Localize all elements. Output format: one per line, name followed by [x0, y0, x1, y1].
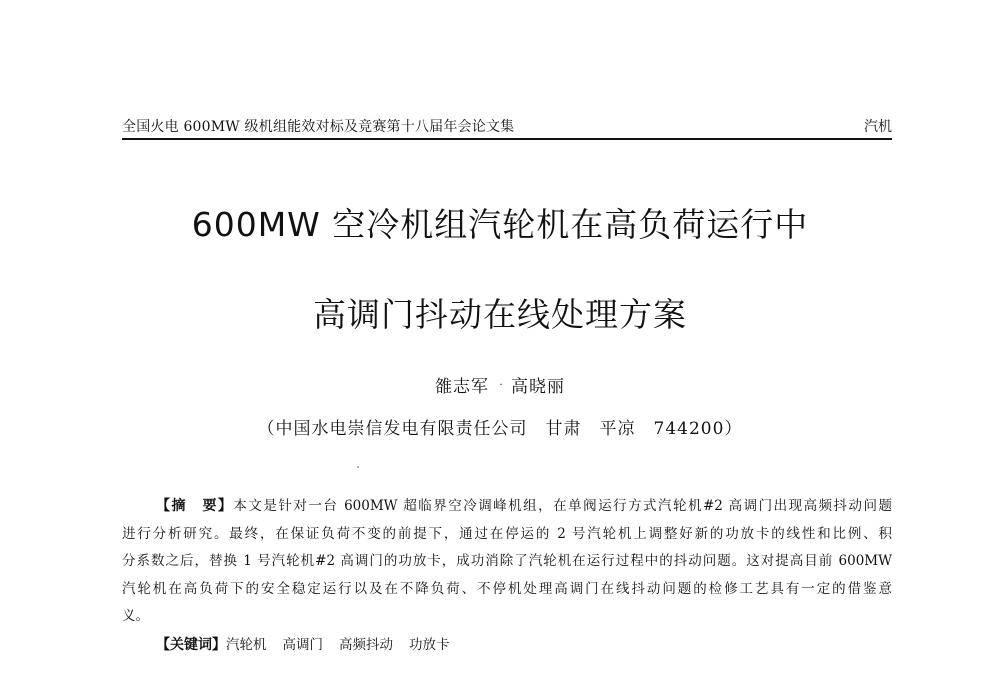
- abstract: [122, 493, 892, 631]
- paper-title-line-2: 高调门抖动在线处理方案: [313, 295, 687, 334]
- abstract-text: 本文是针对一台 600MW 超临界空冷调峰机组，在单阀运行方式汽轮机#2 高调门出现高频抖动问题: [233, 498, 892, 514]
- abstract-line: 汽轮机在高负荷下的安全稳定运行以及在不降负荷、不停机处理高调门在线抖动问题的检修工艺具有一定的借鉴意: [122, 580, 892, 597]
- abstract-line: 分系数之后，替换 1 号汽轮机#2 高调门的功放卡，成功消除了汽轮机在运行过程中的抖动问题。这对提高目前 600MW: [122, 553, 892, 569]
- abstract-tag: 【摘 要】: [156, 498, 234, 514]
- keyword: 高频抖动: [339, 637, 393, 653]
- abstract-line: 义。: [122, 608, 149, 624]
- author-name: 雒志军: [435, 377, 489, 397]
- header-bar: [122, 116, 892, 138]
- keyword: 高调门: [282, 637, 323, 653]
- authors: [0, 372, 1000, 397]
- keyword: 功放卡: [409, 637, 450, 653]
- keywords-tag: 【关键词】: [156, 637, 226, 653]
- abstract-line: [122, 493, 892, 521]
- affiliation: （中国水电崇信发电有限责任公司 甘肃 平凉 744200）: [257, 419, 743, 439]
- collection-title: 全国火电 600MW 级机组能效对标及竞赛第十八届年会论文集: [122, 119, 515, 135]
- abstract-line: 进行分析研究。最终，在保证负荷不变的前提下，通过在停运的 2 号汽轮机上调整好新的功放卡的线性和比例、积: [122, 525, 892, 542]
- author-mark: ˙: [498, 382, 505, 396]
- keywords: [156, 633, 466, 654]
- scan-speck: [357, 466, 359, 468]
- author-name: 高晓丽: [511, 377, 565, 397]
- keyword: 汽轮机: [226, 637, 267, 653]
- header-rule: [122, 138, 892, 140]
- section-label: 汽机: [864, 119, 892, 135]
- paper-title-line-1: 600MW 空冷机组汽轮机在高负荷运行中: [191, 205, 809, 244]
